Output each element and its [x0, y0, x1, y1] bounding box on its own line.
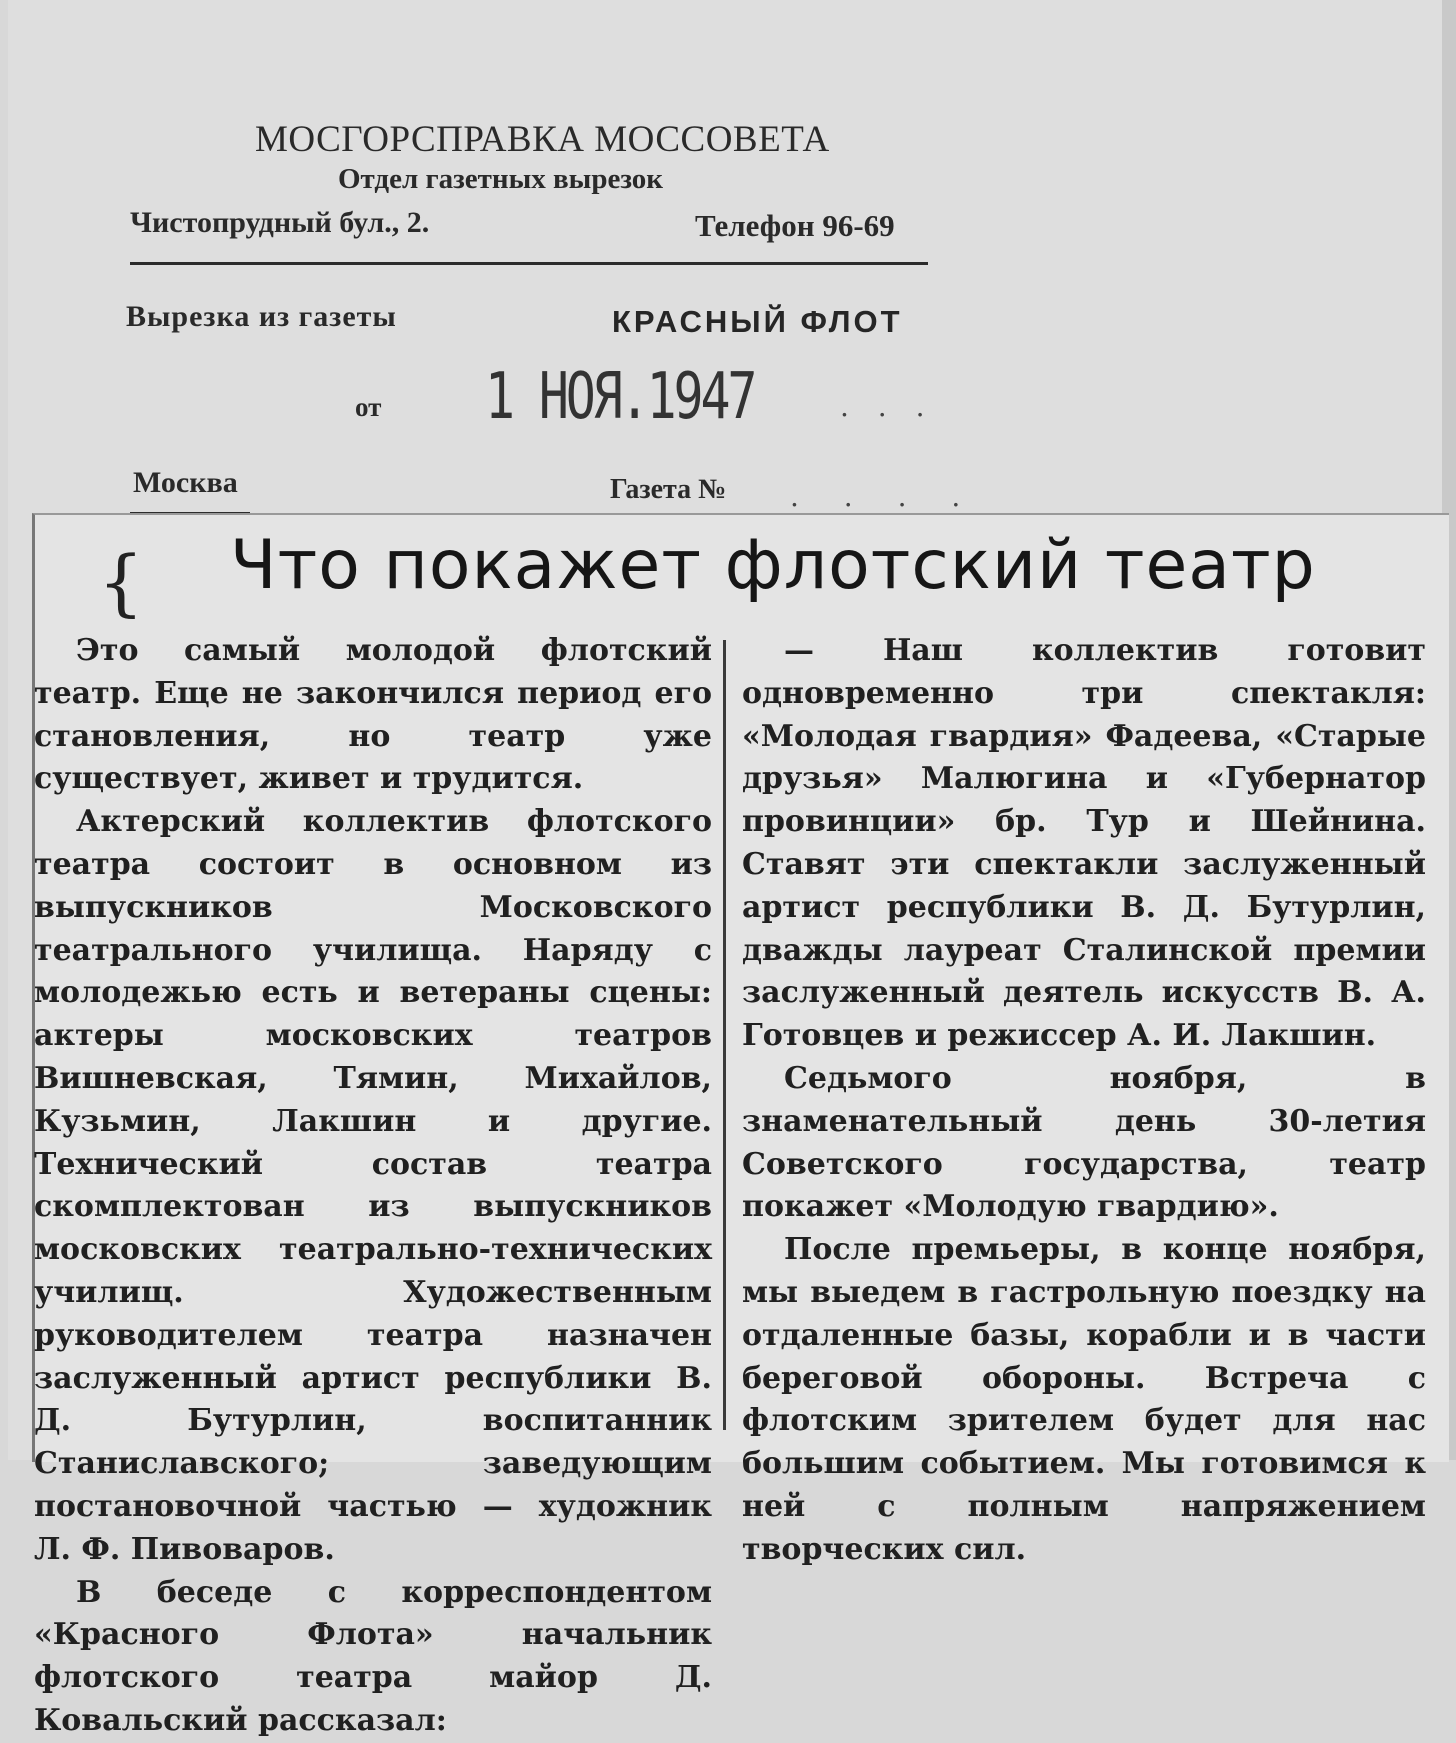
article-paragraph: Седьмого ноября, в знаменательный день 30-летия Советского государства, театр покажет «Молодую гвардию».	[742, 1060, 1426, 1225]
department-name: Отдел газетных вырезок	[338, 163, 664, 195]
newspaper-name: КРАСНЫЙ ФЛОТ	[612, 304, 903, 339]
date-dots: . . .	[840, 390, 935, 423]
article-paragraph: Актерский коллектив флотского театра состоит в основном из выпускников Московского театрального училища. Наряду с молодежью есть и ветераны сцены: актеры московских театров Вишневская, Тямин, Михайлов, Кузьмин, Лакшин и другие. Технический состав театра скомплектован из выпускников московских театрально-технических училищ. Художественным руководителем театра назначен заслуженный артист республики В. Д. Бутурлин, воспитанник Станиславского; заведующим постановочной частью — художник Л. Ф. Пивоваров.	[34, 804, 712, 1567]
header-rule	[130, 262, 928, 265]
issue-dots: . . . .	[790, 480, 979, 513]
issue-label: Газета №	[610, 474, 727, 505]
phone: Телефон 96-69	[695, 208, 895, 243]
article-paragraph: Это самый молодой флотский театр. Еще не закончился период его становления, но театр уже существует, живет и трудится.	[34, 633, 712, 797]
article-paragraph: В беседе с корреспондентом «Красного Флота» начальник флотского театра майор Д. Ковальский рассказал:	[34, 1574, 712, 1738]
city-label: Москва	[133, 466, 238, 499]
date-stamp: 1 НОЯ.1947	[485, 360, 755, 434]
article-paragraph: — Наш коллектив готовит одновременно три спектакля: «Молодая гвардия» Фадеева, «Старые друзья» Малюгина и «Губернатор провинции» бр. Тур и Шейнина. Ставят эти спектакли заслуженный артист республики В. Д. Бутурлин, дважды лауреат Сталинской премии заслуженный деятель искусств В. А. Готовцев и режиссер А. И. Лакшин.	[742, 633, 1426, 1054]
pen-mark-icon: {	[98, 540, 144, 624]
article-headline: Что покажет флотский театр	[230, 526, 1316, 605]
address: Чистопрудный бул., 2.	[130, 206, 430, 239]
clip-label: Вырезка из газеты	[126, 300, 397, 333]
article-right-column	[742, 630, 1426, 1572]
article-paragraph: После премьеры, в конце ноября, мы выедем в гастрольную поездку на отдаленные базы, корабли и в части береговой обороны. Встреча с флотским зрителем будет для нас большим событием. Мы готовимся к ней с полным напряжением творческих сил.	[742, 1232, 1426, 1567]
column-divider	[723, 640, 726, 1430]
article-left-column	[34, 630, 712, 1743]
agency-name: МОСГОРСПРАВКА МОССОВЕТА	[255, 119, 830, 160]
from-label: от	[355, 392, 382, 422]
